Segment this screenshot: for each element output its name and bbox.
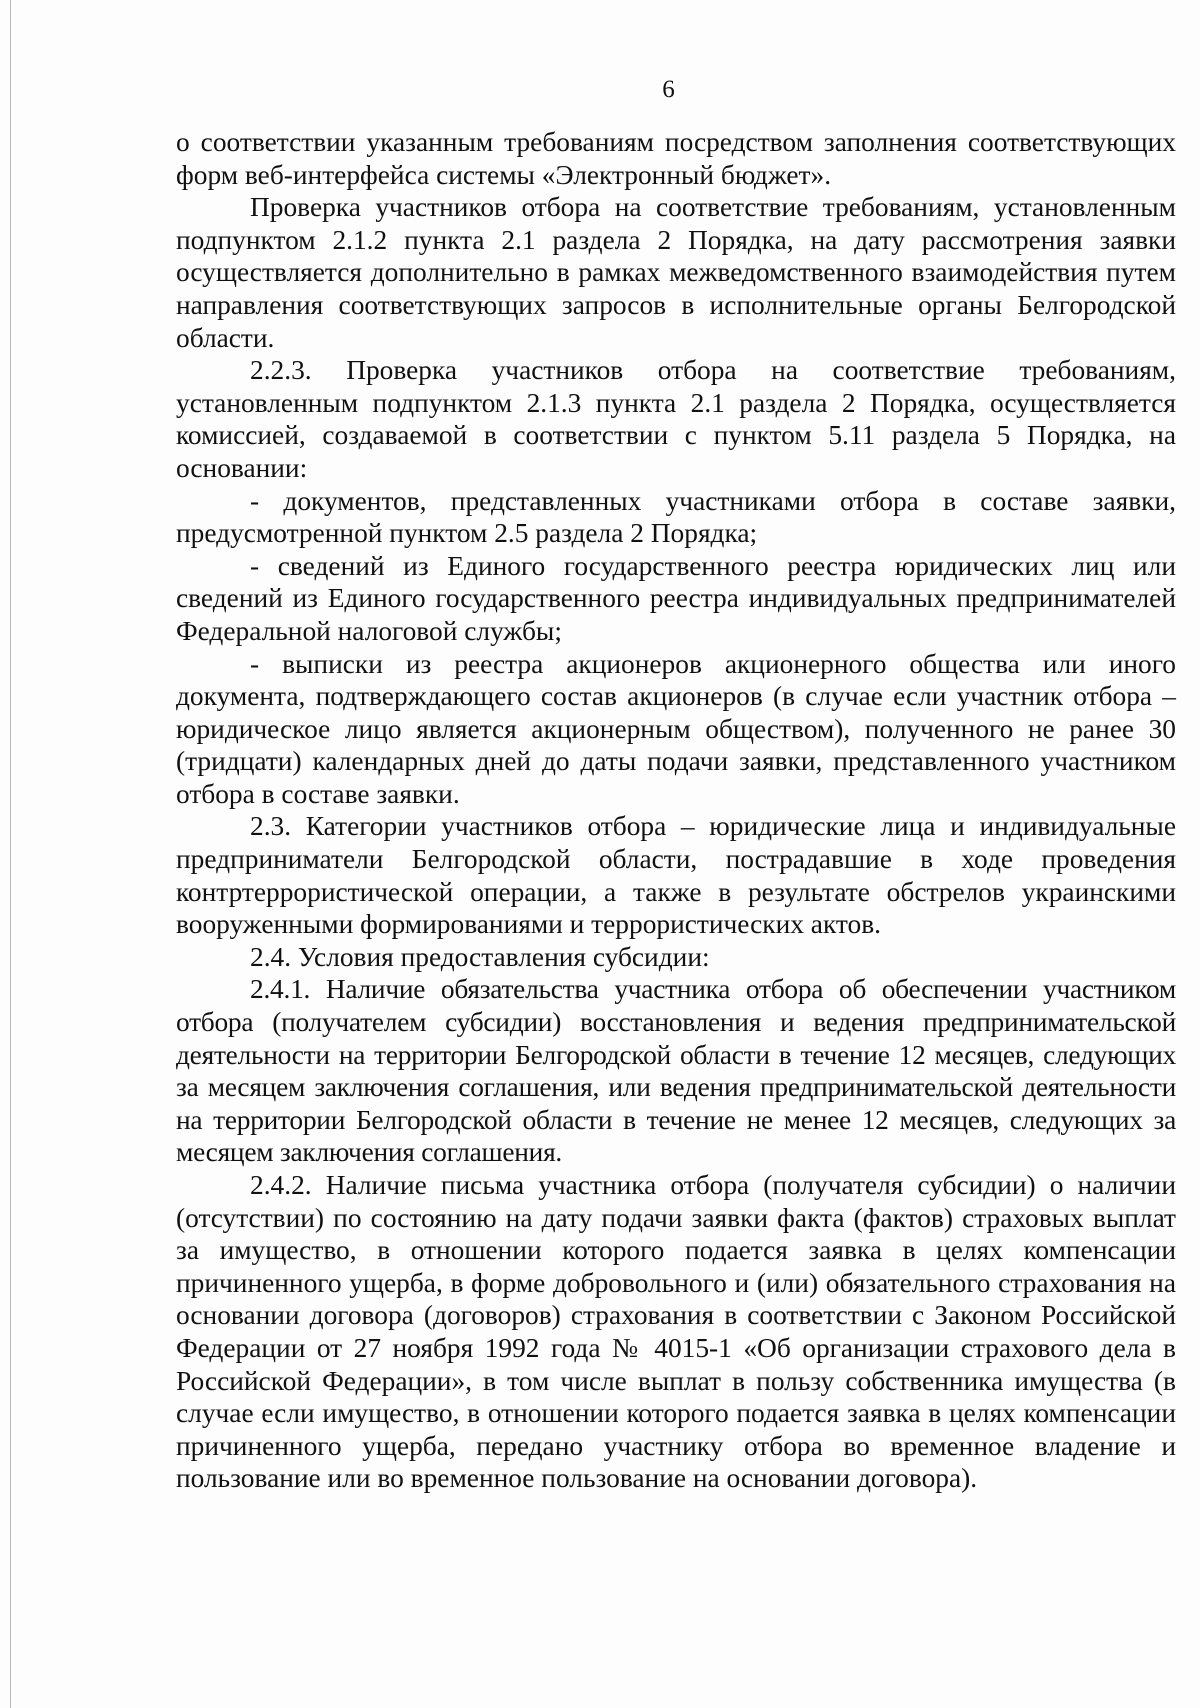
page-number: 6	[662, 76, 675, 103]
paragraph-2-4-1: 2.4.1. Наличие обязательства участника отбора об обеспечении участником отбора (получателем субсидии) восстановления и ведения предпринимательской деятельности на территории Белгородской области в течение 12 месяцев, следующих за месяцем заключения соглашения, или ведения предпринимательской деятельности на территории Белгородской области в течение не менее 12 месяцев, следующих за месяцем заключения соглашения.	[176, 974, 1176, 1168]
paragraph-2-4-2: 2.4.2. Наличие письма участника отбора (получателя субсидии) о наличии (отсутствии) по состоянию на дату подачи заявки факта (фактов) страховых выплат за имущество, в отношении которого подается заявка в целях компенсации причиненного ущерба, в форме добровольного и (или) обязательного страхования на основании договора (договоров) страхования в соответствии с Законом Российской Федерации от 27 ноября 1992 года № 4015-1 «Об организации страхового дела в Российской Федерации», в том числе выплат в пользу собственника имущества (в случае если имущество, в отношении которого подается заявка в целях компенсации причиненного ущерба, передано участнику отбора во временное владение и пользование или во временное пользование на основании договора).	[176, 1170, 1176, 1494]
list-item-registry-info: - сведений из Единого государственного реестра юридических лиц или сведений из Единого государственного реестра индивидуальных предпринимателей Федеральной налоговой службы;	[176, 550, 1176, 646]
scan-edge-line	[10, 0, 11, 1708]
document-body	[176, 126, 1176, 1495]
list-item-shareholder-extract: - выписки из реестра акционеров акционерного общества или иного документа, подтверждающего состав акционеров (в случае если участник отбора – юридическое лицо является акционерным обществом), полученного не ранее 30 (тридцати) календарных дней до даты подачи заявки, представленного участником отбора в составе заявки.	[176, 648, 1176, 809]
paragraph-continuation: о соответствии указанным требованиям посредством заполнения соответствующих форм веб-интерфейса системы «Электронный бюджет».	[176, 127, 1176, 190]
paragraph-2-4: 2.4. Условия предоставления субсидии:	[250, 941, 710, 972]
list-item-documents: - документов, представленных участниками отбора в составе заявки, предусмотренной пунктом 2.5 раздела 2 Порядка;	[176, 485, 1176, 549]
paragraph-verification: Проверка участников отбора на соответствие требованиям, установленным подпунктом 2.1.2 пункта 2.1 раздела 2 Порядка, на дату рассмотрения заявки осуществляется дополнительно в рамках межведомственного взаимодействия путем направления соответствующих запросов в исполнительные органы Белгородской области.	[176, 192, 1176, 353]
paragraph-2-3: 2.3. Категории участников отбора – юридические лица и индивидуальные предприниматели Белгородской области, пострадавшие в ходе проведения контртеррористической операции, а также в результате обстрелов украинскими вооруженными формированиями и террористических актов.	[176, 811, 1176, 940]
paragraph-2-2-3: 2.2.3. Проверка участников отбора на соответствие требованиям, установленным подпунктом 2.1.3 пункта 2.1 раздела 2 Порядка, осуществляется комиссией, создаваемой в соответствии с пунктом 5.11 раздела 5 Порядка, на основании:	[176, 355, 1176, 483]
